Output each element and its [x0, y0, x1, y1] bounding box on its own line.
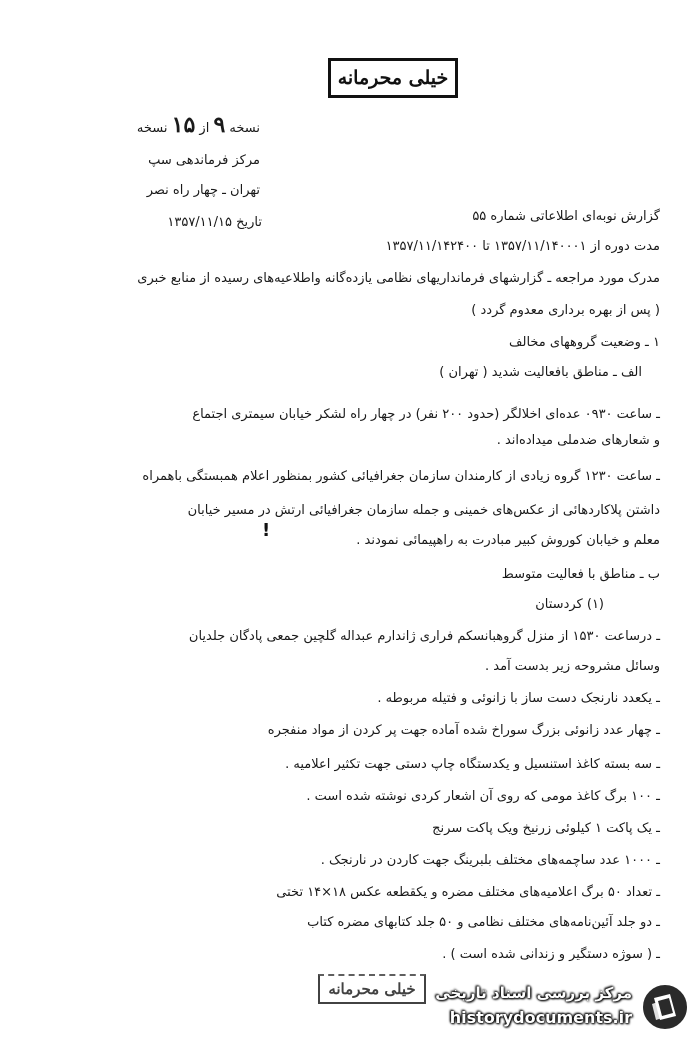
paragraph-line: داشتن پلاکاردهائی از عکس‌های خمینی و جمله سازمان جغرافیائی ارتش در مسیر خیابان — [187, 503, 660, 518]
paragraph-line: ـ ساعت ۰۹۳۰ عده‌ای اخلالگر (حدود ۲۰۰ نفر) در چهار راه لشکر خیابان سیمتری اجتماع — [192, 407, 660, 422]
paragraph-line: ـ درساعت ۱۵۳۰ از منزل گروهبانسکم فراری ژاندارم عبداله گلچین جمعی پادگان جلدیان — [188, 629, 660, 644]
paragraph-line: ـ ساعت ۱۲۳۰ گروه زیادی از کارمندان سازمان جغرافیائی کشور بمنظور اعلام همبستگی باهمراه — [142, 469, 660, 484]
report-period: مدت دوره از ۱۳۵۷/۱۱/۱۴۰۰۰۱ تا ۱۳۵۷/۱۱/۱۴۲۴۰۰ — [385, 239, 660, 254]
paragraph-line: معلم و خیابان کوروش کبیر مبادرت به راهپیمائی نمودند . — [356, 533, 660, 548]
subsection-b-heading: ب ـ مناطق با فعالیت متوسط — [501, 567, 660, 582]
location: تهران ـ چهار راه نصر — [146, 183, 260, 198]
list-item: ـ یکعدد نارنجک دست ساز با زانوئی و فتیله مربوطه . — [377, 691, 660, 706]
list-item: ـ چهار عدد زانوئی بزرگ سوراخ شده آماده جهت پر کردن از مواد منفجره — [267, 723, 660, 738]
copy-number-line — [136, 112, 260, 138]
list-item: ـ یک پاکت ۱ کیلوئی زرنیخ ویک پاکت سرنج — [432, 821, 660, 836]
command-center: مرکز فرماندهی سپ — [148, 153, 260, 168]
copy-word: نسخه — [229, 121, 260, 136]
paragraph-line: وسائل مشروحه زیر بدست آمد . — [485, 659, 660, 674]
watermark-org: مرکز بررسی اسناد تاریخی — [435, 984, 632, 1002]
section-heading: ۱ ـ وضعیت گروههای مخالف — [509, 335, 660, 350]
classification-label: خیلی محرمانه — [337, 67, 449, 89]
copy-number: ۹ — [213, 112, 226, 138]
list-item: ـ ۱۰۰ برگ کاغذ مومی که روی آن اشعار کردی نوشته شده است . — [306, 789, 660, 804]
watermark — [428, 982, 690, 1034]
list-item: ـ سه بسته کاغذ استنسیل و یکدستگاه چاپ دستی جهت تکثیر اعلامیه . — [285, 757, 660, 772]
list-item: ـ ( سوژه دستگیر و زندانی شده است ) . — [442, 947, 660, 962]
watermark-site: historydocuments.ir — [449, 1008, 632, 1027]
list-item: ـ دو جلد آئین‌نامه‌های مختلف نظامی و ۵۰ جلد کتابهای مضره کتاب — [307, 915, 660, 930]
classification-label-bottom: خیلی محرمانه — [328, 980, 416, 998]
list-item: ـ تعداد ۵۰ برگ اعلامیه‌های مختلف مضره و یکقطعه عکس ۱۸×۱۴ تختی — [276, 885, 660, 900]
report-title: گزارش نوبه‌ای اطلاعاتی شماره ۵۵ — [472, 209, 660, 224]
paragraph-line: و شعارهای ضدملی میداده‌اند . — [496, 433, 660, 448]
copy-word-2: نسخه — [136, 121, 168, 136]
report-note: ( پس از بهره برداری معدوم گردد ) — [471, 303, 660, 318]
classification-stamp-top — [328, 58, 458, 98]
list-item: ـ ۱۰۰۰ عدد ساچمه‌های مختلف بلبرینگ جهت کاردن در نارنجک . — [320, 853, 660, 868]
archive-logo-icon — [640, 982, 690, 1032]
subsection-a-heading: الف ـ مناطق بافعالیت شدید ( تهران ) — [439, 365, 642, 380]
handwritten-exclamation-mark: ! — [262, 520, 271, 541]
copy-total: ۱۵ — [171, 112, 196, 138]
region-heading: (۱) کردستان — [535, 597, 604, 612]
date-line: تاریخ ۱۳۵۷/۱۱/۱۵ — [167, 215, 262, 230]
report-reference: مدرک مورد مراجعه ـ گزارشهای فرمانداریهای نظامی یازده‌گانه واطلاعیه‌های رسیده از منابع خبری — [137, 271, 660, 286]
copy-of: از — [199, 121, 210, 136]
classification-stamp-bottom — [318, 974, 426, 1004]
